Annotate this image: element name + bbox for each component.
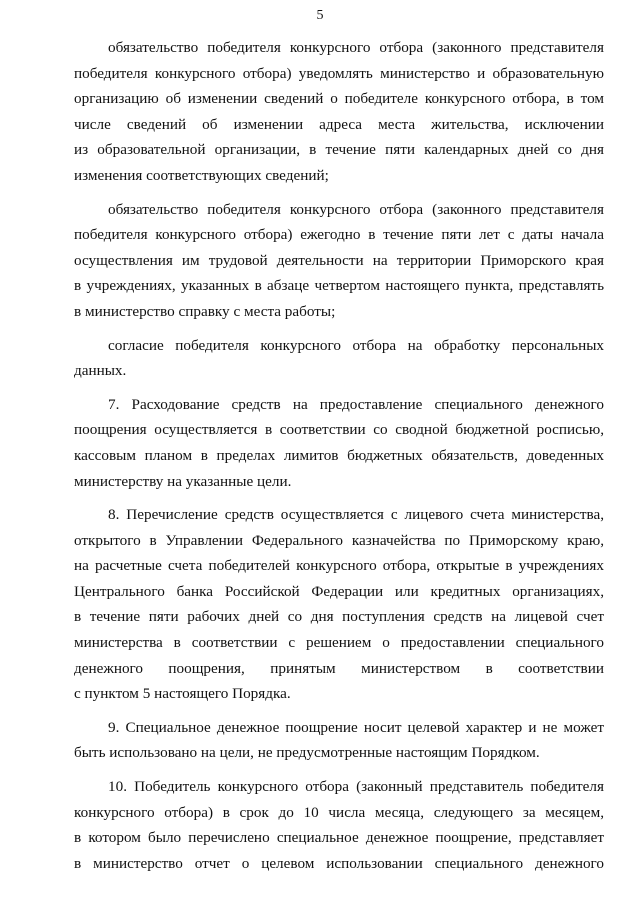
text-line: согласие победителя конкурсного отбора на обработку персональных [108, 336, 604, 354]
paragraph [74, 197, 604, 325]
text-line: 7. Расходование средств на предоставление специального денежного [108, 395, 604, 413]
text-line: на расчетные счета победителей конкурсного отбора, открытые в учреждениях [74, 557, 604, 575]
text-line: в министерство справку с места работы; [74, 302, 336, 320]
text-line: денежного поощрения, принятым министерством в соответствии [74, 659, 604, 677]
text-line: открытого в Управлении Федерального казначейства по Приморскому краю, [74, 531, 604, 549]
document-body [74, 35, 604, 884]
paragraph [74, 392, 604, 494]
paragraph [74, 774, 604, 876]
text-line: 9. Специальное денежное поощрение носит целевой характер и не может [108, 718, 604, 736]
text-line: министерству на указанные цели. [74, 472, 292, 490]
text-line: конкурсного отбора) в срок до 10 числа месяца, следующего за месяцем, [74, 803, 604, 821]
text-line: в министерство отчет о целевом использовании специального денежного [74, 854, 604, 872]
text-line: осуществления им трудовой деятельности на территории Приморского края [74, 251, 604, 269]
text-line: быть использовано на цели, не предусмотренные настоящим Порядком. [74, 744, 540, 762]
text-line: данных. [74, 362, 127, 380]
text-line: с пунктом 5 настоящего Порядка. [74, 685, 291, 703]
paragraph [74, 502, 604, 707]
page-number: 5 [316, 8, 324, 23]
text-line: из образовательной организации, в течение пяти календарных дней со дня [74, 141, 604, 159]
text-line: организацию об изменении сведений о победителе конкурсного отбора, в том [74, 90, 604, 108]
text-line: Центрального банка Российской Федерации или кредитных организациях, [74, 582, 604, 600]
text-line: кассовым планом в пределах лимитов бюджетных обязательств, доведенных [74, 446, 604, 464]
text-line: в учреждениях, указанных в абзаце четвертом настоящего пункта, представлять [74, 277, 604, 295]
text-line: обязательство победителя конкурсного отбора (законного представителя [108, 39, 604, 56]
text-line: в течение пяти рабочих дней со дня поступления средств на лицевой счет [74, 608, 604, 626]
text-line: победителя конкурсного отбора) ежегодно в течение пяти лет с даты начала [74, 226, 604, 244]
text-line: изменения соответствующих сведений; [74, 166, 329, 184]
text-line: победителя конкурсного отбора) уведомлять министерство и образовательную [74, 64, 604, 82]
paragraph [74, 333, 604, 384]
text-line: поощрения осуществляется в соответствии со сводной бюджетной росписью, [74, 421, 604, 439]
text-line: министерства в соответствии с решением о предоставлении специального [74, 634, 604, 652]
paragraph [74, 35, 604, 189]
text-line: в котором было перечислено специальное денежное поощрение, представляет [74, 829, 604, 847]
text-line: числе сведений об изменении адреса места жительства, исключении [74, 115, 604, 133]
paragraph [74, 715, 604, 766]
text-line: 10. Победитель конкурсного отбора (законный представитель победителя [108, 778, 604, 796]
text-line: 8. Перечисление средств осуществляется с лицевого счета министерства, [108, 506, 604, 524]
text-line: обязательство победителя конкурсного отбора (законного представителя [108, 200, 604, 218]
